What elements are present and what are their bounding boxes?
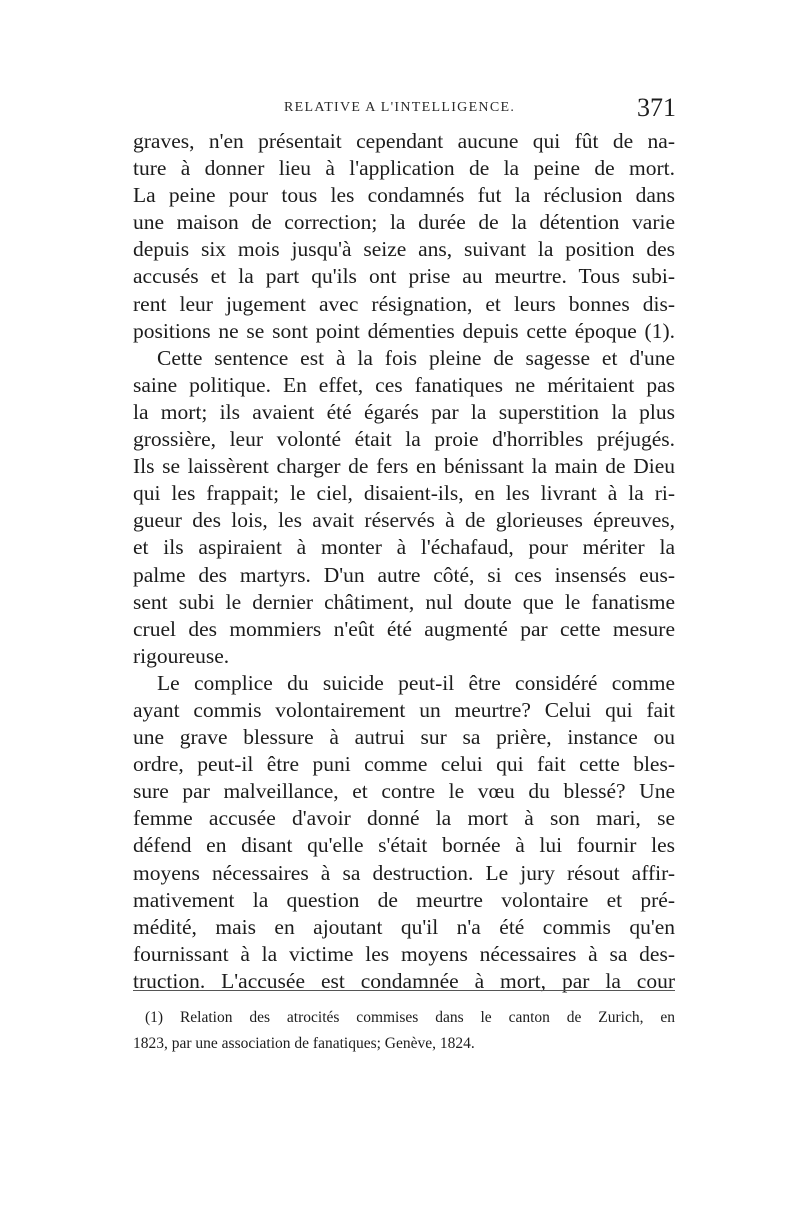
text-line: médité, mais en ajoutant qu'il n'a été commis qu'en — [133, 914, 675, 939]
text-line: saine politique. En effet, ces fanatiques ne méritaient pas — [133, 372, 675, 397]
footnote — [133, 1005, 675, 1057]
text-line: depuis six mois jusqu'à seize ans, suivant la position des — [133, 237, 675, 262]
text-line: grossière, leur volonté était la proie d'horribles préjugés. — [133, 427, 675, 452]
text-line: ture à donner lieu à l'application de la peine de mort. — [133, 156, 675, 181]
text-line: positions ne se sont point démenties depuis cette époque (1). — [133, 318, 675, 343]
running-title: RELATIVE A L'INTELLIGENCE. — [284, 100, 516, 115]
text-line: défend en disant qu'elle s'était bornée à lui fournir les — [133, 833, 675, 858]
page-number: 371 — [637, 93, 676, 122]
text-line: la mort; ils avaient été égarés par la superstition la plus — [133, 399, 675, 424]
text-line: et ils aspiraient à monter à l'échafaud, pour mériter la — [133, 535, 675, 560]
text-line: sure par malveillance, et contre le vœu du blessé? Une — [133, 779, 675, 804]
text-line: une maison de correction; la durée de la détention varie — [133, 210, 675, 235]
text-line: une grave blessure à autrui sur sa prière, instance ou — [133, 725, 675, 750]
paragraph-start-line: Le complice du suicide peut-il être considéré comme — [157, 670, 675, 695]
footnote-line: 1823, par une association de fanatiques; Genève, 1824. — [133, 1035, 475, 1052]
footnote-rule — [133, 990, 675, 991]
text-line: ayant commis volontairement un meurtre? Celui qui fait — [133, 697, 675, 722]
text-line: moyens nécessaires à sa destruction. Le jury résout affir- — [133, 860, 675, 885]
text-line: truction. L'accusée est condamnée à mort, par la cour — [133, 968, 675, 993]
running-head — [134, 93, 684, 127]
text-line: Ils se laissèrent charger de fers en bénissant la main de Dieu — [133, 454, 675, 479]
text-line: graves, n'en présentait cependant aucune qui fût de na- — [133, 129, 675, 153]
text-line: femme accusée d'avoir donné la mort à son mari, se — [133, 806, 675, 831]
footnote-line: (1) Relation des atrocités commises dans le canton de Zurich, en — [145, 1009, 675, 1026]
paragraph-start-line: Cette sentence est à la fois pleine de sagesse et d'une — [157, 345, 675, 370]
text-line: La peine pour tous les condamnés fut la réclusion dans — [133, 183, 675, 208]
paragraph-end-line: rigoureuse. — [133, 643, 230, 668]
text-line: sent subi le dernier châtiment, nul doute que le fanatisme — [133, 589, 675, 614]
text-line: accusés et la part qu'ils ont prise au meurtre. Tous subi- — [133, 264, 675, 289]
text-line: rent leur jugement avec résignation, et leurs bonnes dis- — [133, 291, 675, 316]
text-line: palme des martyrs. D'un autre côté, si ces insensés eus- — [133, 562, 675, 587]
text-line: cruel des mommiers n'eût été augmenté par cette mesure — [133, 616, 675, 641]
body-text — [133, 128, 675, 995]
text-line: gueur des lois, les avait réservés à de glorieuses épreuves, — [133, 508, 675, 533]
text-line: qui les frappait; le ciel, disaient-ils, en les livrant à la ri- — [133, 481, 675, 506]
text-line: fournissant à la victime les moyens nécessaires à sa des- — [133, 941, 675, 966]
text-line: ordre, peut-il être puni comme celui qui fait cette bles- — [133, 752, 675, 777]
text-line: mativement la question de meurtre volontaire et pré- — [133, 887, 675, 912]
